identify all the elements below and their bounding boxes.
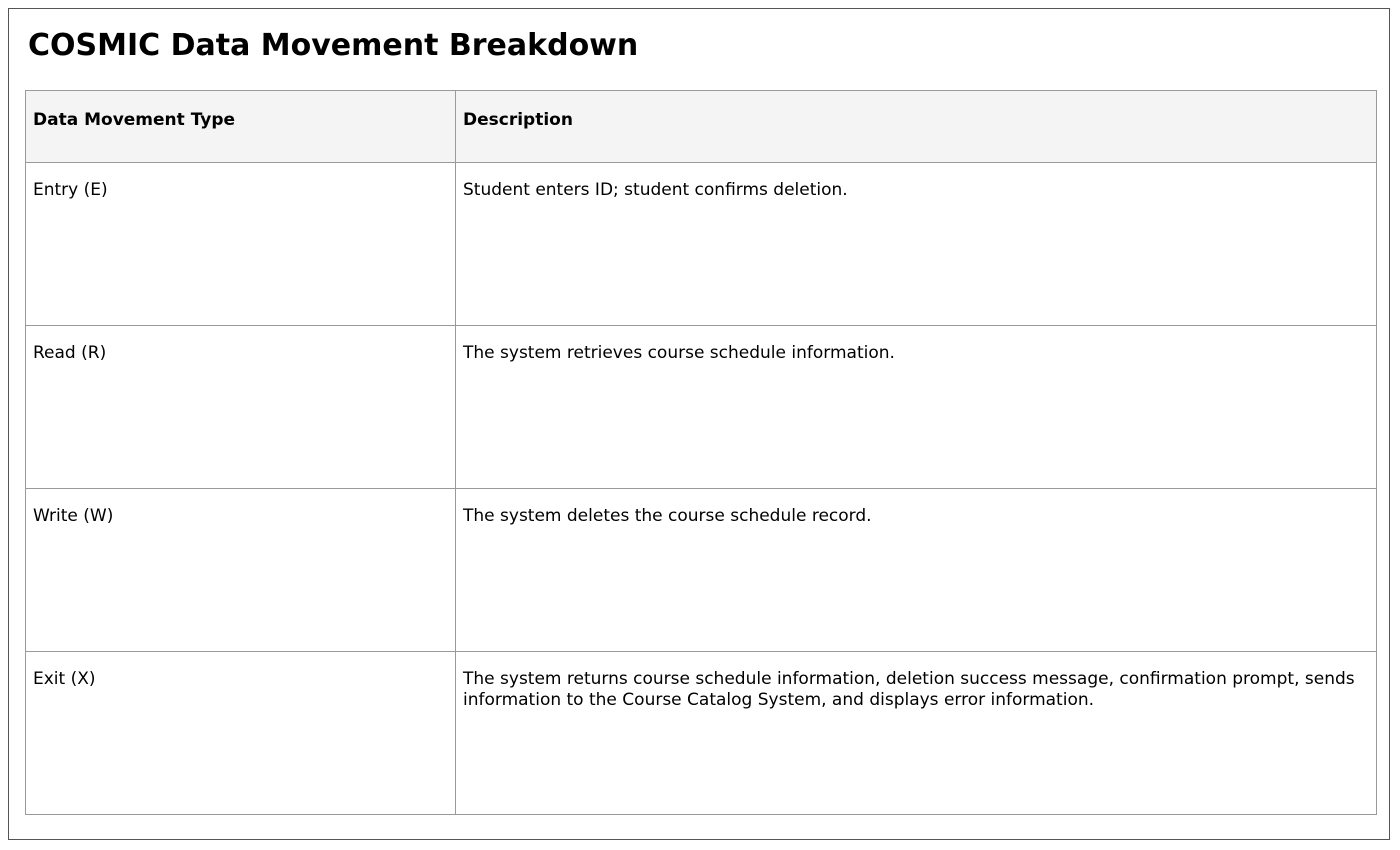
cell-description: The system retrieves course schedule information. xyxy=(456,326,1377,489)
page-title: COSMIC Data Movement Breakdown xyxy=(28,28,639,63)
cell-description: The system deletes the course schedule record. xyxy=(456,489,1377,652)
table-row-read xyxy=(26,326,1377,489)
table-header-row xyxy=(26,91,1377,163)
cell-movement-type: Write (W) xyxy=(26,489,456,652)
table-row-exit xyxy=(26,652,1377,815)
table-row-write xyxy=(26,489,1377,652)
cell-description: Student enters ID; student confirms deletion. xyxy=(456,163,1377,326)
data-movement-table xyxy=(25,90,1377,815)
cell-movement-type: Entry (E) xyxy=(26,163,456,326)
cell-movement-type: Exit (X) xyxy=(26,652,456,815)
column-header-type: Data Movement Type xyxy=(26,91,456,163)
column-header-description: Description xyxy=(456,91,1377,163)
cell-movement-type: Read (R) xyxy=(26,326,456,489)
table-row-entry xyxy=(26,163,1377,326)
cell-description: The system returns course schedule information, deletion success message, confirmation prompt, sends information to the Course Catalog System, and displays error information. xyxy=(456,652,1377,815)
